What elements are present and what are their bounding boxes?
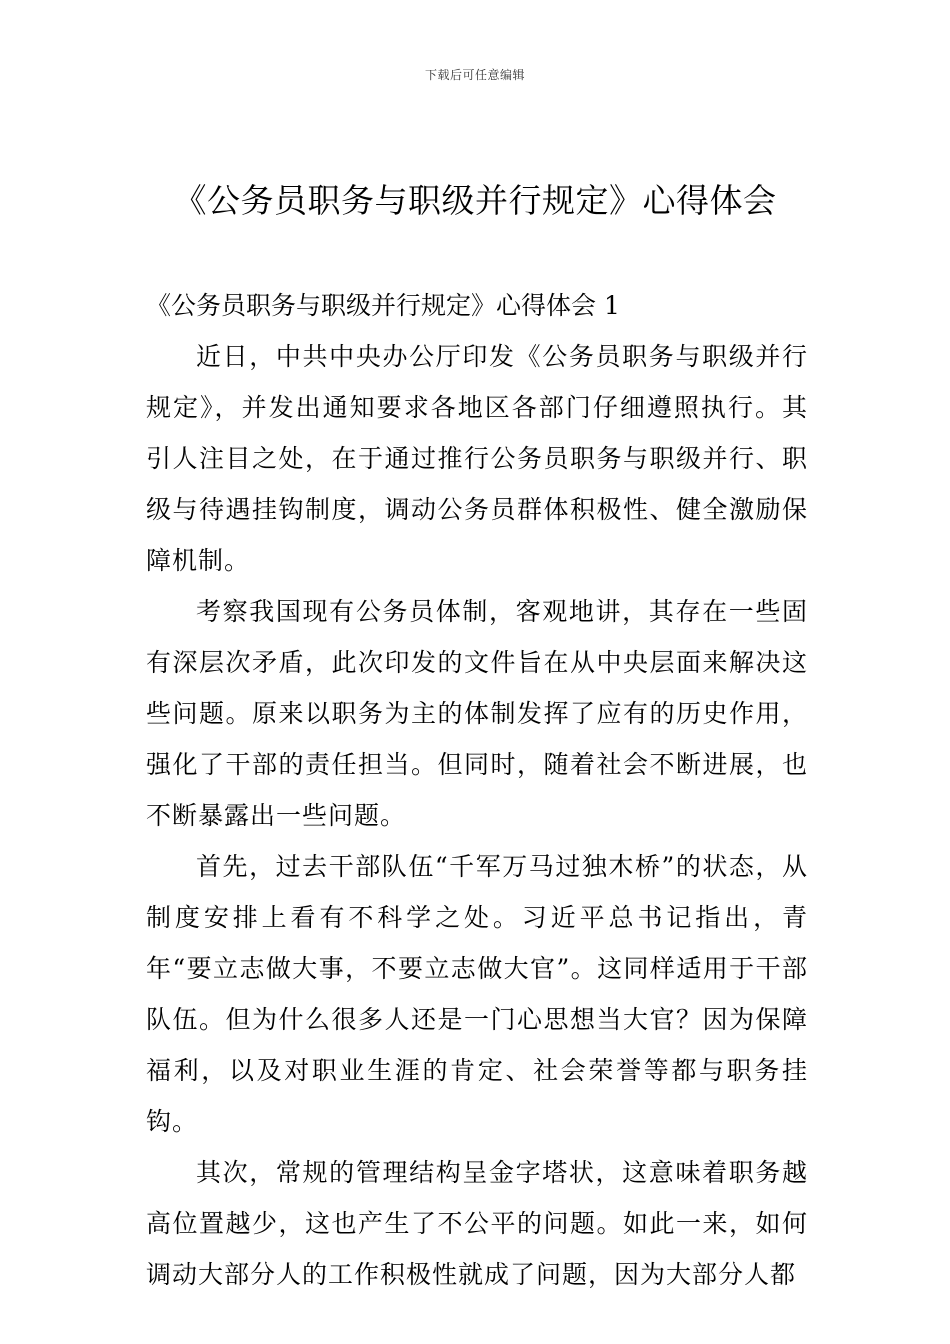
section-heading: 《公务员职务与职级并行规定》心得体会 1 bbox=[146, 291, 620, 320]
paragraph-2: 考察我国现有公务员体制，客观地讲，其存在一些固有深层次矛盾，此次印发的文件旨在从中央层面来解决这些问题。原来以职务为主的体制发挥了应有的历史作用，强化了干部的责任担当。但同时，随着社会不断进展，也不断暴露出一些问题。 bbox=[146, 597, 808, 830]
paragraph-1: 近日，中共中央办公厅印发《公务员职务与职级并行规定》，并发出通知要求各地区各部门仔细遵照执行。其引人注目之处，在于通过推行公务员职务与职级并行、职级与待遇挂钩制度，调动公务员群体积极性、健全激励保障机制。 bbox=[146, 342, 808, 575]
document-title: 《公务员职务与职级并行规定》心得体会 bbox=[173, 181, 777, 220]
paragraph-4: 其次，常规的管理结构呈金字塔状，这意味着职务越高位置越少，这也产生了不公平的问题。如此一来，如何调动大部分人的工作积极性就成了问题，因为大部分人都 bbox=[146, 1158, 808, 1289]
header-note: 下载后可任意编辑 bbox=[424, 68, 525, 82]
paragraph-3: 首先，过去干部队伍“千军万马过独木桥”的状态，从制度安排上看有不科学之处。习近平总书记指出，青年“要立志做大事，不要立志做大官”。这同样适用于干部队伍。但为什么很多人还是一门心思想当大官？因为保障福利，以及对职业生涯的肯定、社会荣誉等都与职务挂钩。 bbox=[146, 852, 808, 1136]
document-body bbox=[146, 280, 808, 1300]
